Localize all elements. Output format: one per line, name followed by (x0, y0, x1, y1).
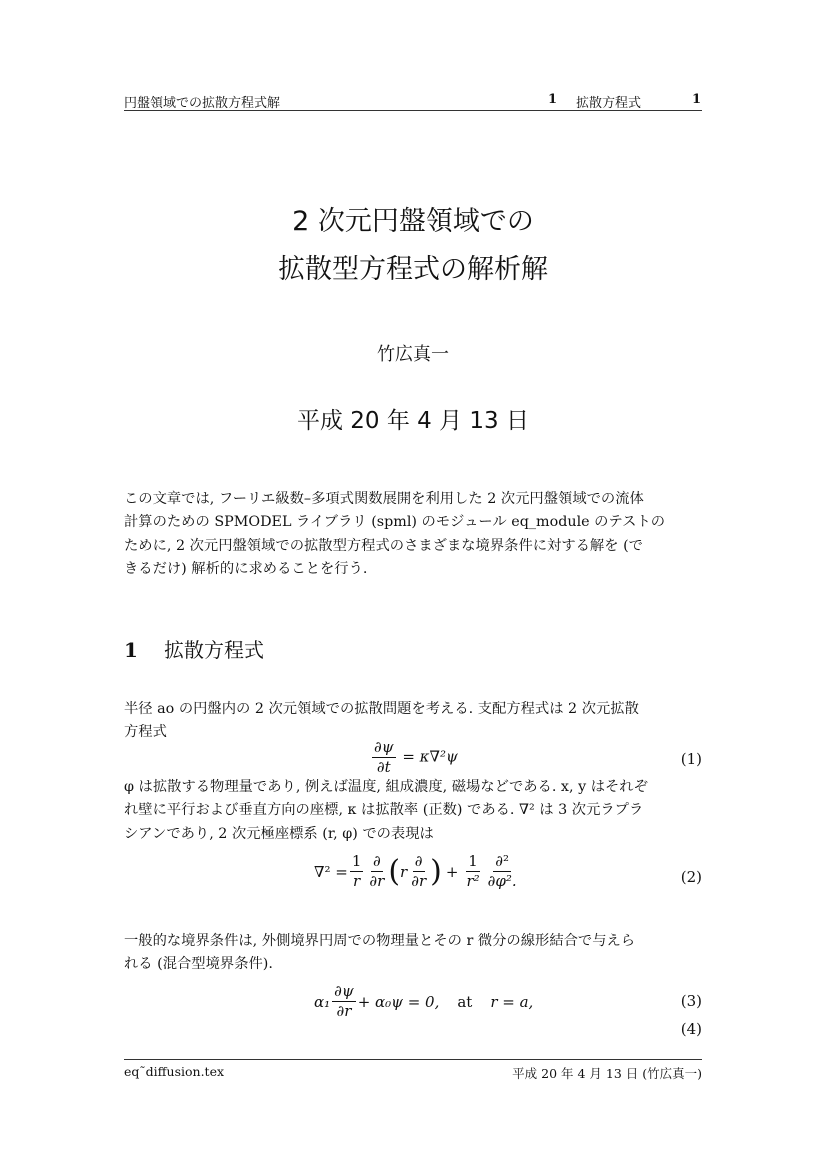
eq2-f1-numerator: 1 (351, 852, 362, 870)
footer-rule (124, 1059, 702, 1060)
eq3-rest: + α₀ψ = 0, (357, 992, 440, 1011)
paragraph-2 (124, 776, 704, 846)
eq2-lhs: ∇² = (314, 862, 348, 881)
eq2-f2-numerator: ∂ (372, 852, 381, 870)
eq2-inner-r: r (400, 862, 408, 881)
eq1-denominator: ∂t (376, 758, 391, 776)
footer-filename: eq˜diffusion.tex (124, 1064, 225, 1079)
abstract-line: きるだけ) 解析的に求めることを行う. (124, 561, 368, 578)
paragraph-3 (124, 930, 704, 977)
title-line-1: 2 次元円盤領域での (292, 206, 534, 237)
eq2-right-paren: ) (430, 854, 442, 889)
eq2-fraction-3 (409, 852, 428, 891)
eq2-f5-denominator: ∂φ². (487, 872, 517, 890)
section-title: 拡散方程式 (164, 638, 264, 662)
title-line-2: 拡散型方程式の解析解 (278, 254, 548, 285)
eq2-fraction-2 (367, 852, 386, 891)
section-number: 1 (124, 638, 138, 662)
eq2-fraction-5 (486, 852, 519, 891)
eq4-number: (4) (680, 1020, 702, 1038)
eq2-f5-numerator: ∂² (495, 852, 510, 870)
eq2-fraction-4 (464, 852, 481, 891)
author: 竹広真一 (377, 344, 449, 365)
header-rule (124, 110, 702, 111)
eq2-f1-denominator: r (353, 872, 361, 890)
eq1-number: (1) (680, 750, 702, 768)
eq2-f4-numerator: 1 (468, 852, 478, 870)
eq2-f3-numerator: ∂ (414, 852, 423, 870)
eq3-condition: r = a, (490, 992, 534, 1011)
abstract (124, 488, 704, 582)
running-header-page-number: 1 (692, 92, 702, 107)
eq2-f2-denominator: ∂r (369, 872, 385, 890)
eq2-left-paren: ( (388, 854, 401, 889)
eq1-fraction (372, 738, 396, 777)
eq2-plus: + (445, 862, 459, 881)
section-heading (124, 634, 264, 663)
paragraph-line: 方程式 (124, 724, 167, 741)
eq3-number: (3) (680, 992, 702, 1010)
eq2-f3-denominator: ∂r (411, 872, 427, 890)
equation-2 (124, 852, 702, 902)
paragraph-line: シアンであり, 2 次元極座標系 (r, φ) での表現は (124, 825, 434, 842)
running-header-section-number: 1 (548, 92, 558, 107)
paragraph-line: れる (混合型境界条件). (124, 956, 273, 973)
running-header-section-title: 拡散方程式 (576, 96, 642, 111)
equation-4 (124, 1020, 702, 1042)
abstract-line: ために, 2 次元円盤領域での拡散型方程式のさまざまな境界条件に対する解を (で (124, 537, 643, 554)
eq2-f4-denominator: r² (466, 872, 480, 890)
eq3-at: at (457, 992, 473, 1011)
eq2-fraction-1 (350, 852, 364, 891)
running-header-title: 円盤領域での拡散方程式解 (124, 96, 281, 111)
footer-date-author: 平成 20 年 4 月 13 日 (竹広真一) (512, 1066, 702, 1081)
eq1-numerator: ∂ψ (374, 738, 394, 756)
paragraph-line: れ壁に平行および垂直方向の座標, κ は拡散率 (正数) である. ∇² は 3 次元ラプラ (124, 802, 644, 819)
eq3-alpha1: α₁ (314, 992, 331, 1011)
eq3-fraction (332, 982, 356, 1021)
eq3-denominator: ∂r (336, 1002, 352, 1020)
paragraph-line: 一般的な境界条件は, 外側境界円周での物理量とその r 微分の線形結合で与えら (124, 933, 636, 949)
eq2-number: (2) (680, 868, 702, 886)
date: 平成 20 年 4 月 13 日 (296, 408, 530, 434)
eq1-rhs: = κ∇²ψ (402, 747, 458, 766)
paragraph-line: 半径 ao の円盤内の 2 次元領域での拡散問題を考える. 支配方程式は 2 次元拡散 (124, 701, 639, 717)
paragraph-line: φ は拡散する物理量であり, 例えば温度, 組成濃度, 磁場などである. x, y はそれぞ (124, 779, 648, 795)
eq3-numerator: ∂ψ (334, 982, 354, 1000)
abstract-line: 計算のための SPMODEL ライブラリ (spml) のモジュール eq_module のテストの (124, 514, 666, 531)
abstract-line: この文章では, フーリエ級数–多項式関数展開を利用した 2 次元円盤領域での流体 (124, 491, 644, 507)
